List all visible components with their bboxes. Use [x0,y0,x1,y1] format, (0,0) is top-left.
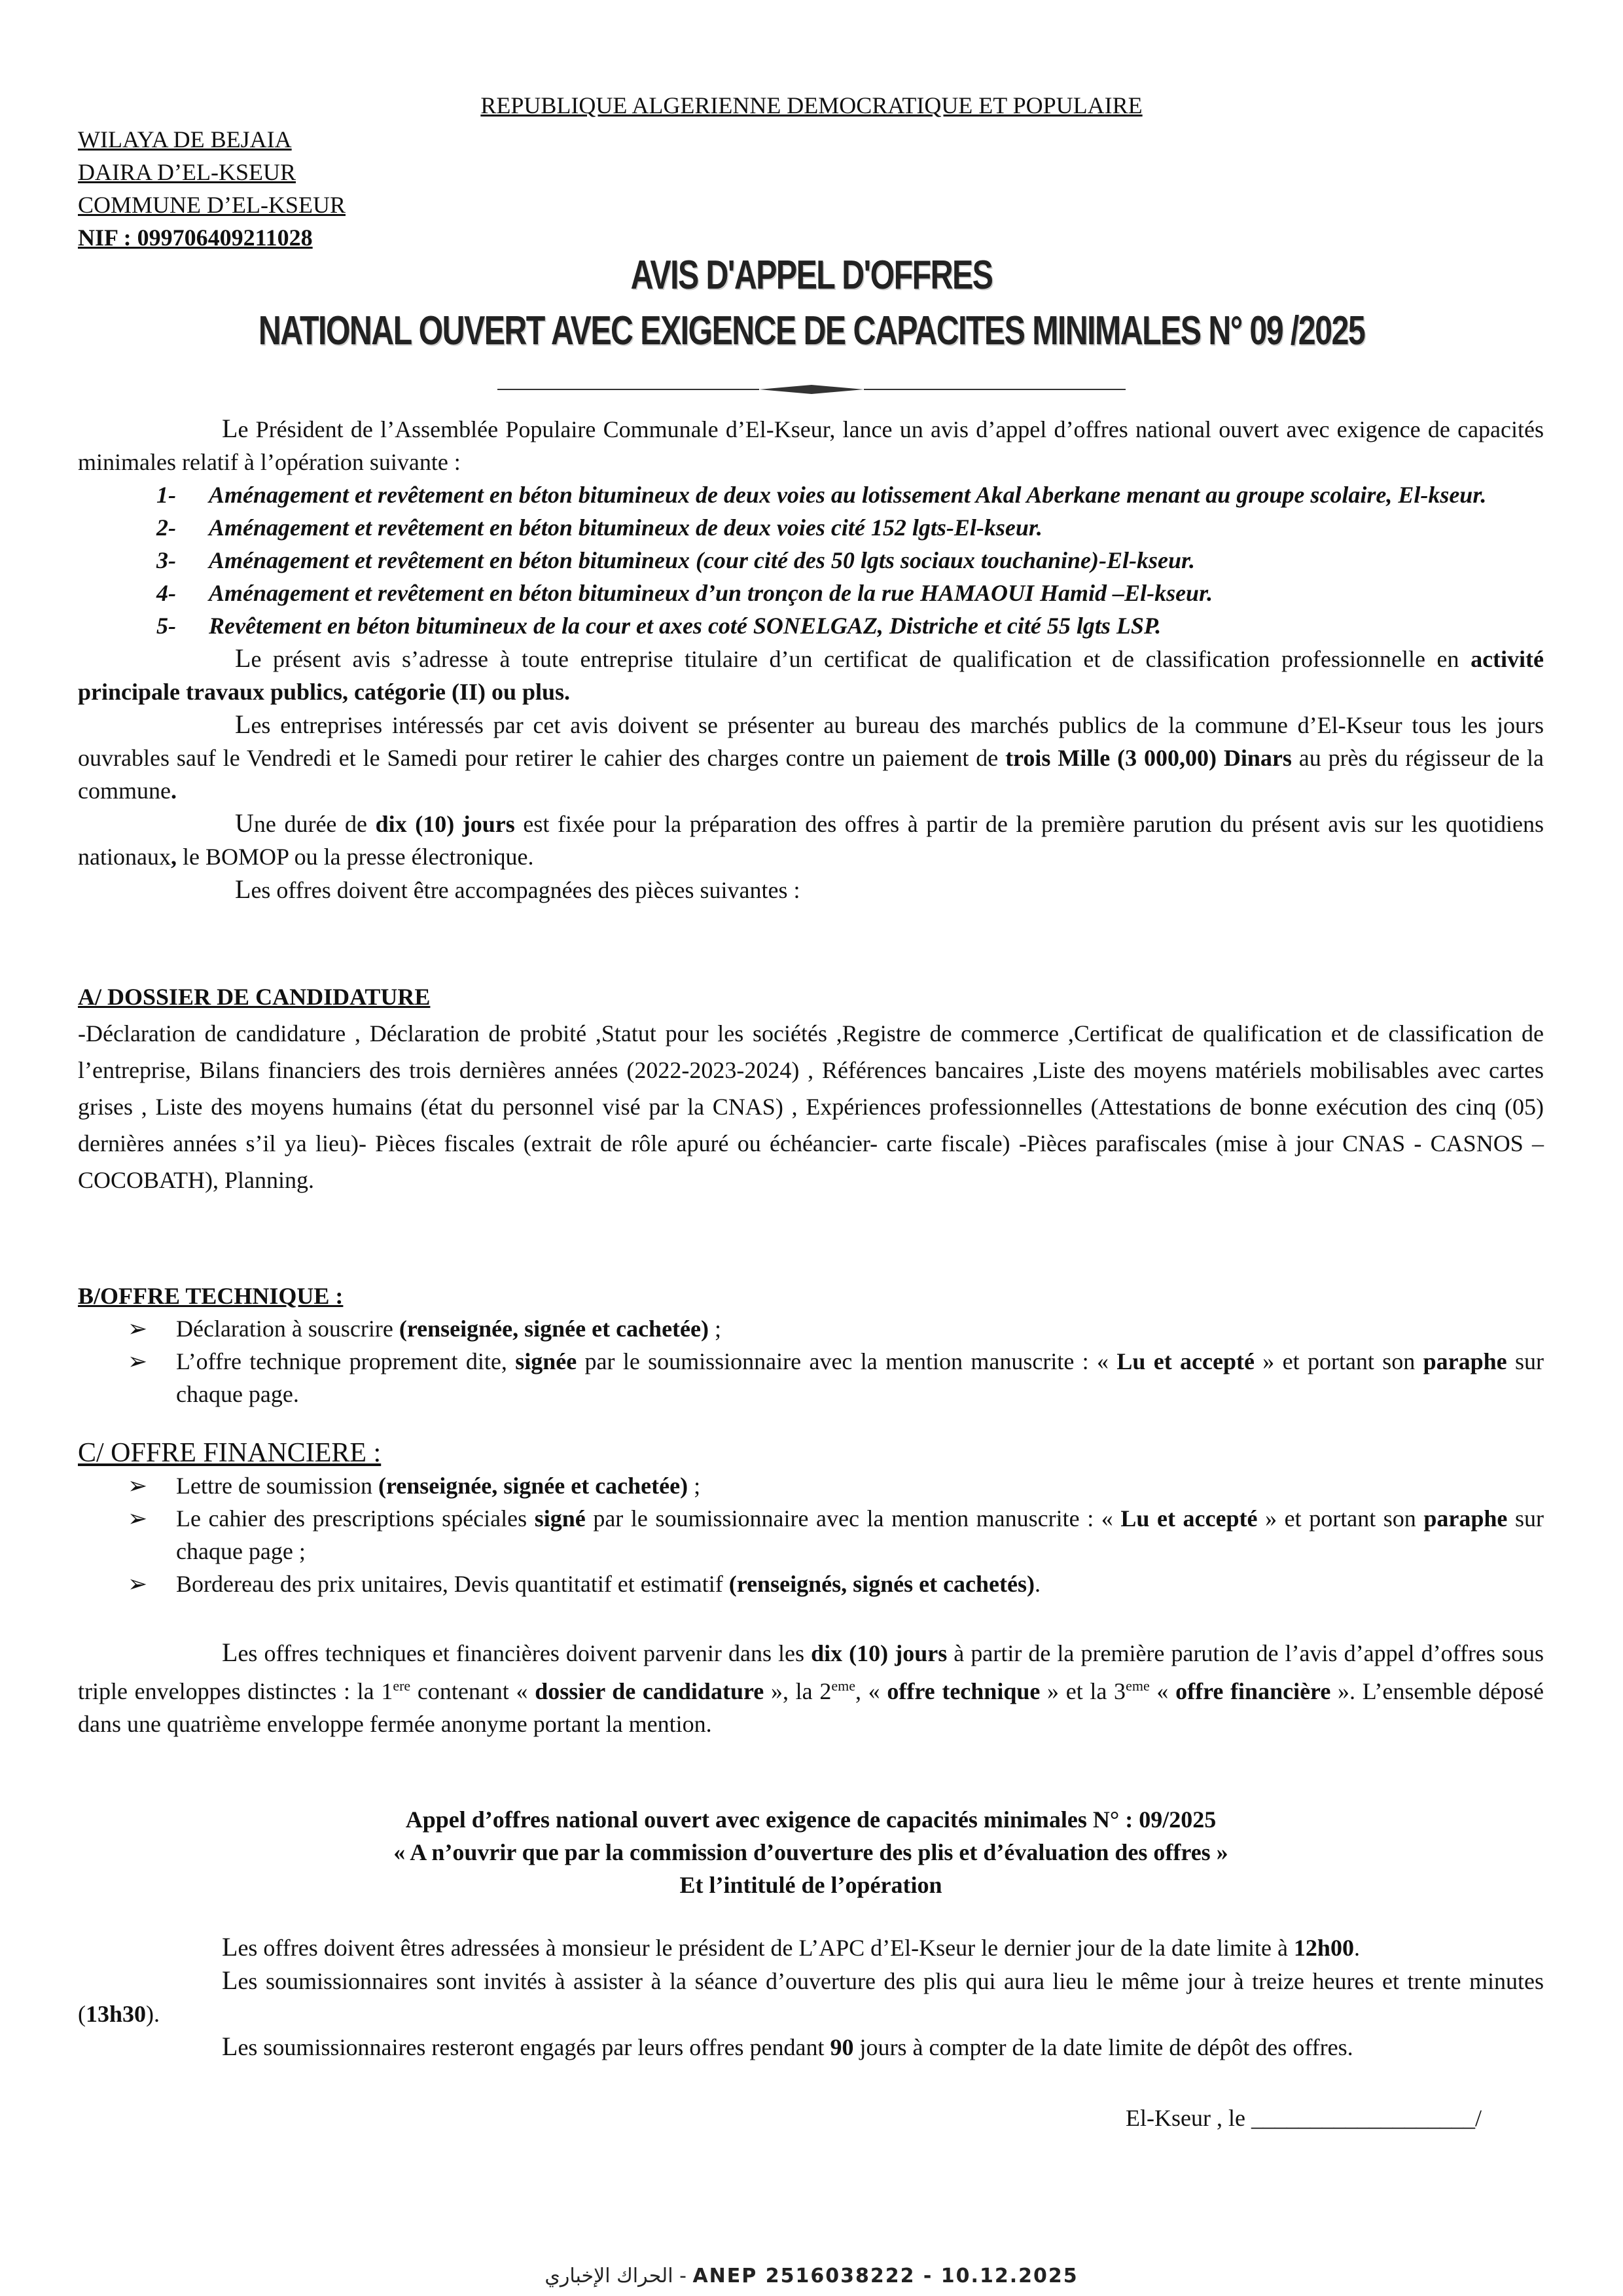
deadline-paragraph: Les offres doivent êtres adressées à monsieur le président de L’APC d’El-Kseur le dernier jour de la date limite à 12h00. [222,1932,1360,1962]
republic-heading: REPUBLIQUE ALGERIENNE DEMOCRATIQUE ET POPULAIRE [480,92,1143,118]
section-b-heading: B/OFFRE TECHNIQUE : [78,1283,344,1309]
eligibility-paragraph: Le présent avis s’adresse à toute entreprise titulaire d’un certificat de qualification et de classification professionnelle en activité principale travaux publics, catégorie (II) ou plus. [78,643,1544,705]
notice-subtitle: NATIONAL OUVERT AVEC EXIGENCE DE CAPACITES MINIMALES N° 09 /2025 [258,308,1365,353]
section-c-list [78,1469,1544,1600]
closing-section [78,1931,1544,2064]
list-item: 2- Aménagement et revêtement en béton bitumineux de deux voies cité 152 lgts-El-kseur. [156,514,1043,541]
arrow-bullet-icon: ➢ [128,1348,148,1374]
issuer-block [78,123,346,254]
arrow-bullet-icon: ➢ [128,1473,148,1499]
list-item: 3- Aménagement et revêtement en béton bitumineux (cour cité des 50 lgts sociaux touchanine)-El-kseur. [156,547,1195,573]
validity-paragraph: Les soumissionnaires resteront engagés par leurs offres pendant 90 jours à compter de la date limite de dépôt des offres. [222,2032,1353,2061]
duration-paragraph: Une durée de dix (10) jours est fixée pour la préparation des offres à partir de la première parution du présent avis sur les quotidiens nationaux, le BOMOP ou la presse électronique. [78,808,1544,870]
list-item: ➢ Le cahier des prescriptions spéciales signé par le soumissionnaire avec la mention manuscrite : « Lu et accepté » et portant son paraphe sur chaque page ; [78,1502,1544,1568]
daira-line: DAIRA D’EL-KSEUR [78,159,296,185]
list-item: ➢ L’offre technique proprement dite, signée par le soumissionnaire avec la mention manuscrite : « Lu et accepté » et portant son paraphe sur chaque page. [78,1345,1544,1410]
section-a-text: -Déclaration de candidature , Déclaration de probité ,Statut pour les sociétés ,Registre de commerce ,Certificat de qualification et de classification de l’entreprise, Bilans financiers des trois dernières années (2022-2023-2024) , Références bancaires ,Liste des moyens matériels mobilisables avec cartes grises , Liste des moyens humains (état du personnel visé par la CNAS) , Expériences professionnelles (Attestations de bonne exécution des cinq (05) dernières années s’il ya lieu)- Pièces fiscales (extrait de rôle apuré ou échéancier- carte fiscale) -Pièces parafiscales (mise à jour CNAS - CASNOS – COCOBATH), Planning. [78,1020,1544,1193]
list-item: 4- Aménagement et revêtement en béton bitumineux d’un tronçon de la rue HAMAOUI Hamid –El-kseur. [156,580,1213,606]
intro-paragraph: Le Président de l’Assemblée Populaire Communale d’El-Kseur, lance un avis d’appel d’offres national ouvert avec exigence de capacités minimales relatif à l’opération suivante : [78,414,1544,475]
section-b-list [78,1312,1544,1410]
list-item: 5- Revêtement en béton bitumineux de la cour et axes coté SONELGAZ, Distriche et cité 55 lgts LSP. [156,613,1162,639]
operations-list [78,478,1544,642]
arrow-bullet-icon: ➢ [128,1505,148,1532]
list-item: 1- Aménagement et revêtement en béton bitumineux de deux voies au lotissement Akal Aberkane menant au groupe scolaire, El-kseur. [156,482,1487,508]
section-a-heading: A/ DOSSIER DE CANDIDATURE [78,984,431,1010]
envelope-line-2: « A n’ouvrir que par la commission d’ouverture des plis et d’évaluation des offres » [393,1839,1228,1865]
section-c-heading: C/ OFFRE FINANCIERE : [78,1438,382,1468]
list-item: ➢ Bordereau des prix unitaires, Devis quantitatif et estimatif (renseignés, signés et cachetés). [78,1568,1544,1600]
section-a [78,978,1544,1198]
list-item: ➢ Déclaration à souscrire (renseignée, signée et cachetée) ; [78,1312,1544,1345]
nif-line: NIF : 099706409211028 [78,224,313,251]
envelope-line-1: Appel d’offres national ouvert avec exigence de capacités minimales N° : 09/2025 [405,1806,1217,1833]
specifications-paragraph: Les entreprises intéressés par cet avis doivent se présenter au bureau des marchés publics de la commune d’El-Kseur tous les jours ouvrables sauf le Vendredi et le Samedi pour retirer le cahier des charges contre un paiement de trois Mille (3 000,00) Dinars au près du régisseur de la commune. [78,709,1544,804]
title-ornament [497,383,1126,396]
arrow-bullet-icon: ➢ [128,1316,148,1342]
envelope-mention [78,1803,1544,1901]
documents-paragraph: Les offres doivent être accompagnées des pièces suivantes : [235,874,800,904]
footer-anep-code: ANEP 2516038222 - 10.12.2025 [692,2265,1079,2287]
section-c [78,1437,1544,1600]
list-item: ➢ Lettre de soumission (renseignée, signée et cachetée) ; [78,1469,1544,1502]
signature-line: El-Kseur , le ___________________/ [1126,2105,1482,2131]
arrow-bullet-icon: ➢ [128,1571,148,1597]
commune-line: COMMUNE D’EL-KSEUR [78,192,346,218]
intro-section [78,412,1544,906]
footer-arabic: الحراك الإخباري - [544,2265,687,2287]
wilaya-line: WILAYA DE BEJAIA [78,126,292,152]
notice-title: AVIS D'APPEL D'OFFRES [630,253,993,298]
opening-session-paragraph: Les soumissionnaires sont invités à assister à la séance d’ouverture des plis qui aura lieu le même jour à treize heures et trente minutes (13h30). [78,1965,1544,2027]
delivery-paragraph: Les offres techniques et financières doivent parvenir dans les dix (10) jours à partir de la première parution de l’avis d’appel d’offres sous triple enveloppes distinctes : la 1ere contenant « dossier de candidature », la 2eme, « offre technique » et la 3eme « offre financière ». L’ensemble déposé dans une quatrième enveloppe fermée anonyme portant la mention. [78,1638,1544,1737]
footer [0,2265,1623,2287]
section-b [78,1280,1544,1410]
envelope-line-3: Et l’intitulé de l’opération [679,1872,942,1898]
